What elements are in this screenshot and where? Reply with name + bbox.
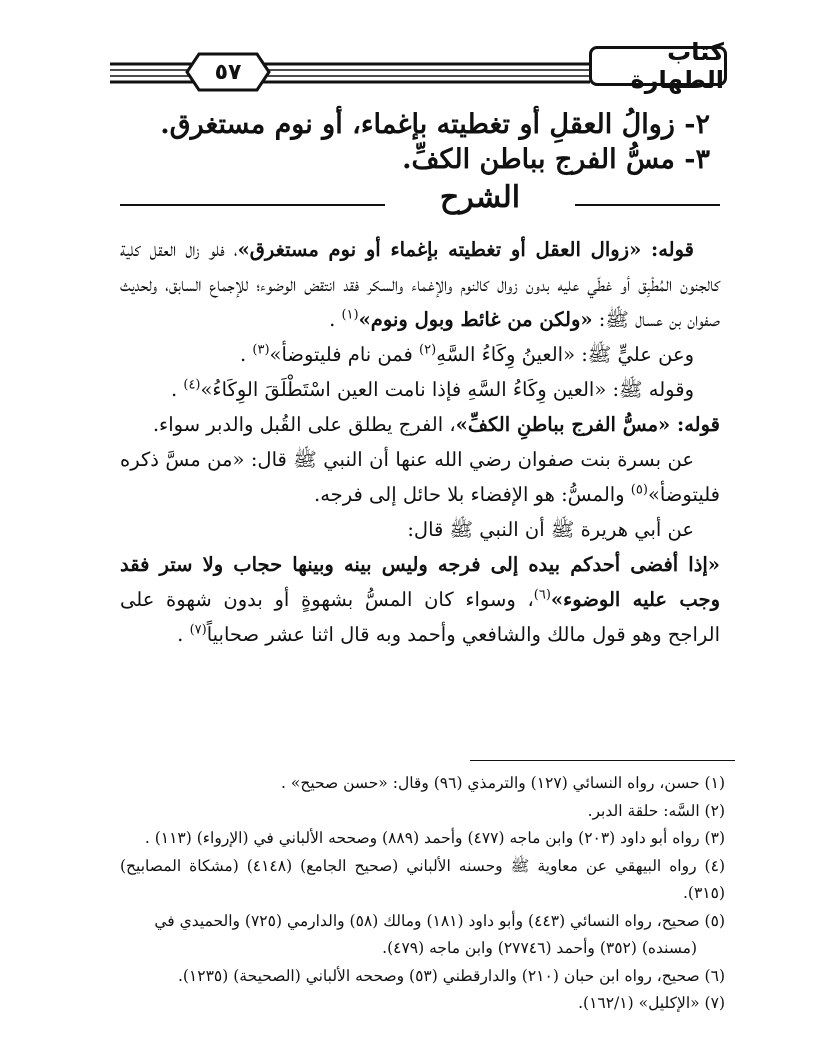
footnote-7: (٧) «الإكليل» (١٦٢/١).: [578, 994, 725, 1012]
paragraph-3: [120, 372, 720, 407]
paragraph-4: [120, 407, 720, 442]
page-header: [0, 0, 830, 110]
quoted-text: «زوال العقل أو تغطيته بإغماء أو نوم مستغرق»: [237, 238, 642, 261]
paragraph-end: .: [329, 308, 342, 331]
hadith-quote: «ولكن من غائط وبول ونوم»: [358, 308, 593, 331]
paragraph-text: عن أبي هريرة ﷺ أن النبي ﷺ قال:: [407, 518, 694, 541]
paragraph-5: [120, 442, 720, 512]
heading-line-left: [120, 204, 385, 206]
section-heading: الشرح: [439, 180, 521, 215]
quote-label: قوله:: [670, 413, 720, 436]
footnote-ref: (٦): [533, 587, 551, 603]
footnotes: [120, 770, 725, 1018]
footnote-ref: (٥): [630, 482, 648, 498]
paragraph-7: [120, 547, 720, 652]
footnote-separator: [470, 760, 735, 761]
footnote-1: (١) حسن، رواه النسائي (١٢٧) والترمذي (٩٦) وقال: «حسن صحيح» .: [280, 774, 725, 792]
footnote-6: (٦) صحيح، رواه ابن حبان (٢١٠) والدارقطني (٥٣) وصححه الألباني (الصحيحة) (١٢٣٥).: [177, 966, 725, 985]
rule-item-2: ٢- زوالُ العقلِ أو تغطيته بإغماء، أو نوم مستغرق.: [160, 109, 710, 140]
footnote-5: (٥) صحيح، رواه النسائي (٤٤٣) وأبو داود (١٨١) ومالك (٥٨) والدارمي (٧٢٥) والحميدي في: [154, 911, 725, 930]
paragraph-end: .: [170, 378, 184, 401]
paragraph-text: ، الفرج يطلق على القُبل والدبر سواء.: [152, 413, 456, 436]
heading-line-right: [575, 204, 720, 206]
paragraph-2: [120, 337, 720, 372]
footnote-3: (٣) رواه أبو داود (٢٠٣) وابن ماجه (٤٧٧) وأحمد (٨٨٩) وصححه الألباني في (الإرواء) (١١٣) .: [144, 829, 725, 847]
book-title-box: [589, 38, 727, 94]
paragraph-end: .: [177, 623, 190, 646]
hadith-quote: «إذا أفضى أحدكم بيده إلى فرجه وليس بينه وبينها حجاب ولا ستر فقد وجب عليه الوضوء»: [120, 553, 720, 611]
paragraph-text: عن بسرة بنت صفوان رضي الله عنها أن النبي ﷺ قال: «من مسَّ ذكره فليتوضأ»: [120, 448, 720, 506]
footnote-ref: (٣): [252, 342, 270, 358]
footnote-4: (٤) رواه البيهقي عن معاوية ﷺ وحسنه الألباني (صحيح الجامع) (٤١٤٨) (مشكاة المصابيح) (٣١٥).: [120, 856, 725, 902]
footnote-ref: (٤): [183, 377, 201, 393]
quote-label: قوله:: [641, 238, 694, 261]
quoted-text: «مسُّ الفرج بباطنِ الكفِّ»: [455, 413, 671, 436]
footnote-ref: (٧): [189, 622, 207, 638]
paragraph-end: والمسُّ: هو الإفضاء بلا حائل إلى فرجه.: [314, 483, 631, 506]
header-decorative-rules: [110, 60, 590, 84]
book-title: كتاب الطهارة: [630, 38, 724, 94]
paragraph-text: وعن عليٍّ ﷺ: «العينُ وِكَاءُ السَّهِ: [436, 343, 694, 366]
commentary-body: [120, 232, 720, 652]
paragraph-6: [120, 512, 720, 547]
paragraph-1: [120, 232, 720, 337]
paragraph-text: ، فلو زال العقل كلية كالجنون المُطْبِق أو غطّي عليه بدون زوال كالنوم والإغماء والسكر فقد انتقض الوضوء؛ للإجماع السابق، ولحديث صفوان بن عسال ﷺ:: [120, 238, 720, 331]
footnote-ref: (٢): [419, 342, 437, 358]
rule-item-3: ٣- مسُّ الفرج بباطن الكفِّ.: [402, 144, 710, 175]
footnote-2: (٢) السَّه: حلقة الدبر.: [587, 801, 725, 820]
footnote-ref: (١): [341, 307, 359, 323]
page-number: ٥٧: [214, 59, 242, 85]
section-heading-row: [120, 178, 720, 218]
paragraph-text: وقوله ﷺ: «العين وِكَاءُ السَّهِ فإذا نامت العين اسْتَطْلَقَ الوِكَاءُ»: [200, 378, 694, 401]
paragraph-end: .: [239, 343, 253, 366]
hadith-quote: فمن نام فليتوضأ»: [269, 343, 420, 366]
footnote-5-continued: (مسنده) (٣٥٢) وأحمد (٢٧٧٤٦) وابن ماجه (٤٧٩).: [382, 939, 697, 957]
paragraph-text: ، وسواء كان المسُّ بشهوةٍ أو بدون شهوة على الراجح وهو قول مالك والشافعي وأحمد وبه قال اثنا عشر صحابياً: [120, 588, 720, 646]
